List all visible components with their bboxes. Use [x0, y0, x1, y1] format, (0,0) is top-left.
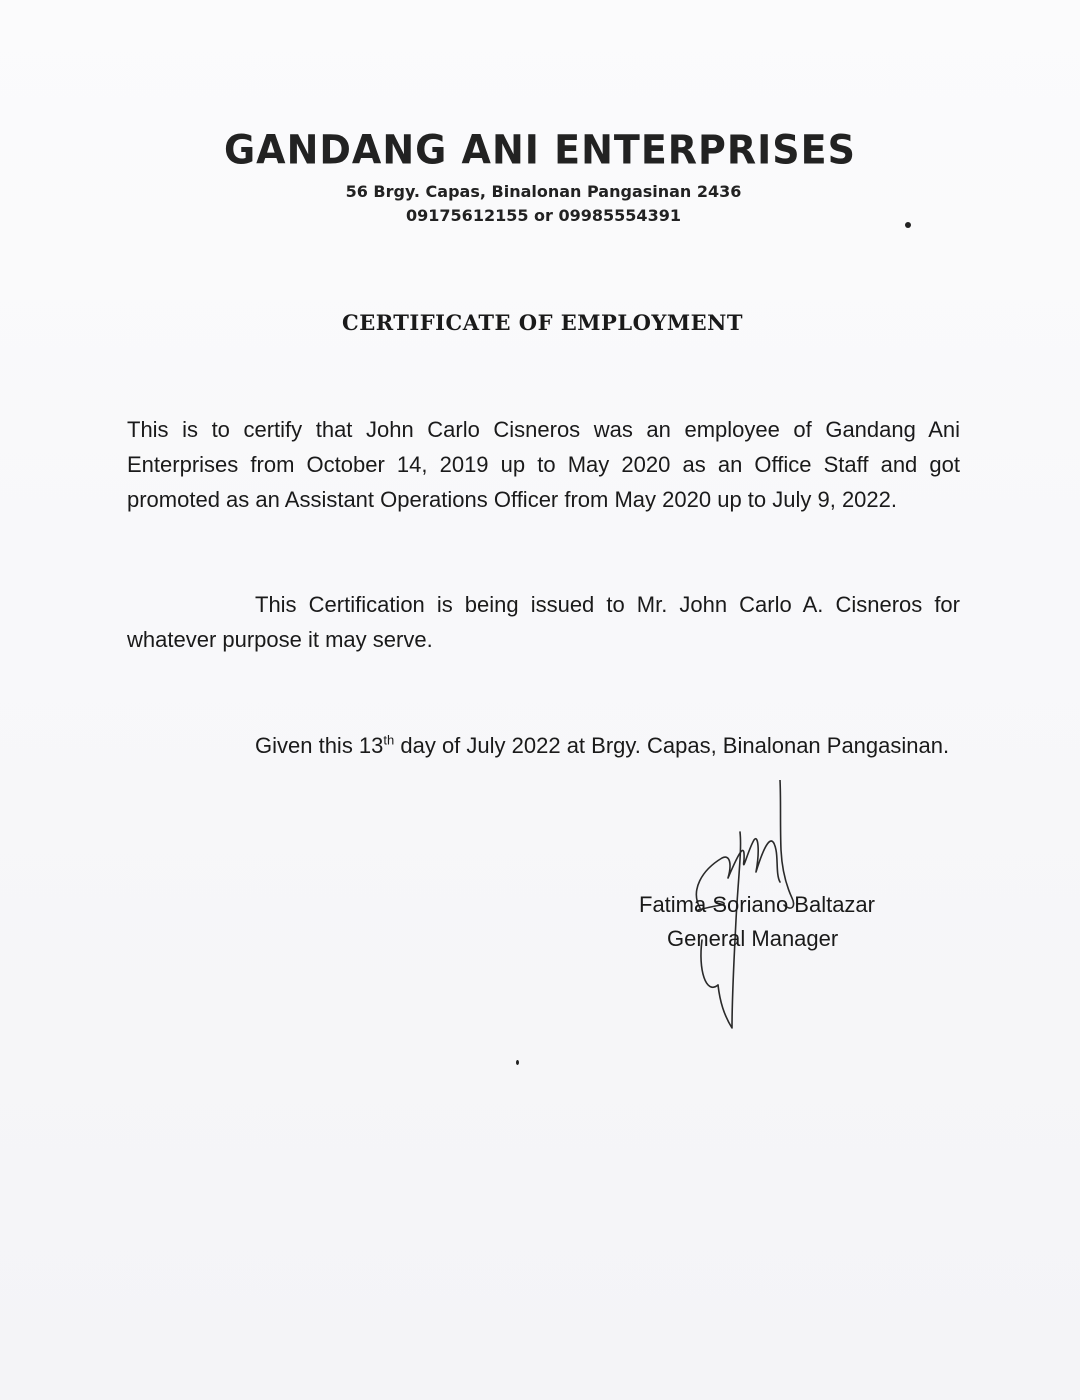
signatory-position: General Manager	[667, 926, 839, 951]
ink-speck	[516, 1060, 519, 1065]
given-statement	[255, 728, 949, 763]
company-address: 56 Brgy. Capas, Binalonan Pangasinan 2436	[345, 182, 742, 201]
certification-paragraph: This is to certify that John Carlo Cisneros was an employee of Gandang Ani Enterprises from October 14, 2019 up to May 2020 as an Office Staff and got promoted as an Assistant Operations Officer from May 2020 up to July 9, 2022.	[127, 417, 960, 512]
company-phones: 09175612155 or 09985554391	[406, 206, 681, 225]
signatory-name: Fatima Soriano Baltazar	[639, 892, 875, 917]
given-suffix: day of July 2022 at Brgy. Capas, Binalonan Pangasinan.	[394, 733, 950, 758]
given-prefix: Given this 13	[255, 733, 384, 758]
purpose-paragraph: This Certification is being issued to Mr. John Carlo A. Cisneros for whatever purpose it may serve.	[127, 592, 960, 652]
ink-speck	[905, 222, 911, 228]
document-title: CERTIFICATE OF EMPLOYMENT	[342, 310, 743, 335]
given-superscript: th	[383, 732, 395, 748]
company-name: GANDANG ANI ENTERPRISES	[223, 126, 856, 174]
